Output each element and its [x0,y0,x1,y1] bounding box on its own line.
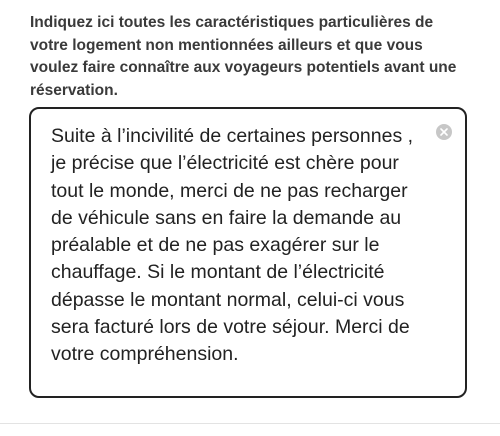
helper-text: Indiquez ici toutes les caractéristiques particulières de votre logement non mentionnées ailleurs et que vous voulez faire connaître aux voyageurs potentiels avant une réservation. [30,14,457,99]
clear-text-button[interactable] [436,124,452,140]
close-icon [440,128,448,136]
details-textarea[interactable] [29,107,467,398]
textarea-value[interactable]: Suite à l’incivilité de certaines personnes , je précise que l’électricité est chère pour tout le monde, merci de ne pas recharger de véhicule sans en faire la demande au préalable et de ne pas exagérer sur le chauffage. Si le montant de l’électricité dépasse le montant normal, celui-ci vous sera facturé lors de votre séjour. Merci de votre compréhension. [51,125,414,366]
bottom-divider [0,423,500,424]
